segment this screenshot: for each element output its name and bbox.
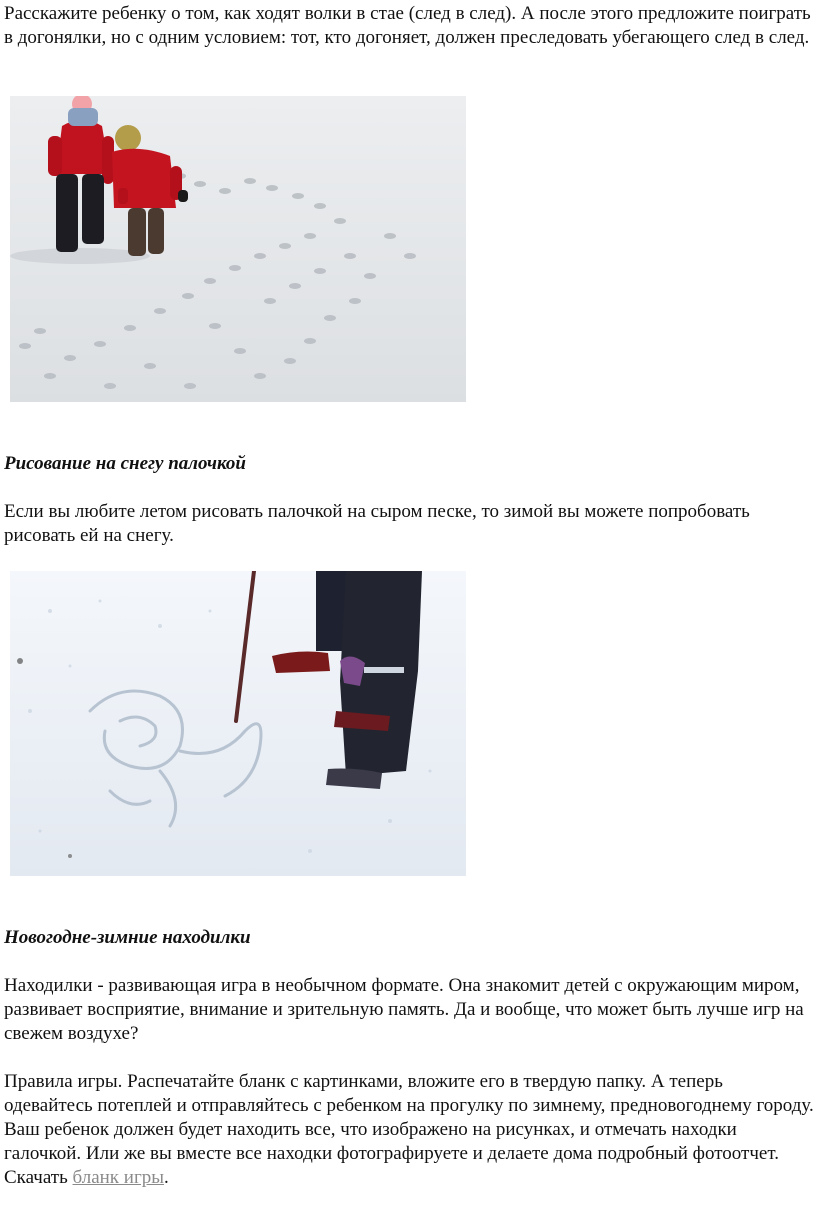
rules-text: Правила игры. Распечатайте бланк с картинками, вложите его в твердую папку. А теперь одевайтесь потеплей и отправляйтесь с ребенком на прогулку по зимнему, предновогоднему городу. Ваш ребенок должен будет находить все, что изображено на рисунках, и отмечать находки галочкой. Или же вы вместе все находки фотографируете и делаете дома подробный фотоотчет. Скачать <box>4 1071 814 1188</box>
photo-snow-drawing <box>10 571 466 876</box>
download-game-link[interactable]: бланк игры <box>72 1167 164 1188</box>
photo-children-footprints <box>10 96 466 402</box>
section-paragraph-finder: Находилки - развивающая игра в необычном формате. Она знакомит детей с окружающим миром, развивает восприятие, внимание и зрительную память. Да и вообще, что может быть лучше игр на свежем воздухе? <box>4 975 804 1044</box>
section-heading-finder: Новогодне-зимние находилки <box>4 927 251 948</box>
intro-paragraph: Расскажите ребенку о том, как ходят волки в стае (след в след). А после этого предложите поиграть в догонялки, но с одним условием: тот, кто догоняет, должен преследовать убегающего след в след. <box>4 3 811 48</box>
section-paragraph-drawing: Если вы любите летом рисовать палочкой на сыром песке, то зимой вы можете попробовать рисовать ей на снегу. <box>4 501 750 546</box>
rules-trailing: . <box>164 1167 169 1188</box>
section-heading-drawing: Рисование на снегу палочкой <box>4 453 246 474</box>
rules-paragraph <box>4 1070 816 1190</box>
